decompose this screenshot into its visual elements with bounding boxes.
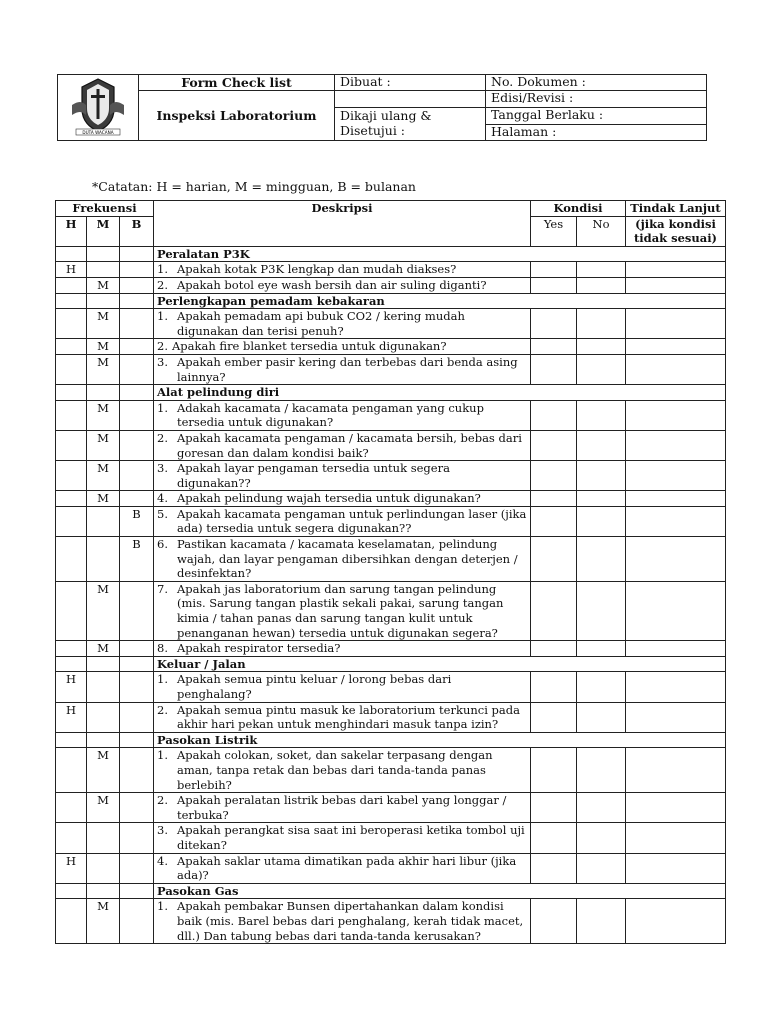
no-checkbox-cell[interactable]: [577, 277, 626, 293]
item-text: Apakah peralatan listrik bebas dari kabel yang longgar / terbuka?: [177, 793, 507, 822]
section-title: Peralatan P3K: [154, 246, 726, 262]
table-row: [56, 853, 726, 883]
freq-h-cell: H: [56, 262, 87, 278]
item-number: 1.: [157, 672, 168, 687]
description-cell: [154, 793, 531, 823]
freq-m-cell: M: [87, 309, 120, 339]
freq-h-cell: [56, 581, 87, 640]
no-checkbox-cell[interactable]: [577, 672, 626, 702]
freq-h-cell: [56, 385, 87, 401]
item-text: Apakah saklar utama dimatikan pada akhir hari libur (jika ada)?: [177, 853, 517, 883]
checklist-table: [55, 200, 726, 944]
freq-m-cell: [87, 506, 120, 536]
form-subtitle: Inspeksi Laboratorium: [139, 91, 335, 141]
tindak-lanjut-cell[interactable]: [626, 702, 726, 732]
item-text: Apakah kacamata pengaman untuk perlindungan laser (jika ada) tersedia untuk segera digunakan??: [177, 506, 527, 536]
no-checkbox-cell[interactable]: [577, 823, 626, 853]
no-checkbox-cell[interactable]: [577, 354, 626, 384]
item-text: Apakah kacamata pengaman / kacamata bersih, bebas dari goresan dan dalam kondisi baik?: [177, 430, 522, 460]
no-checkbox-cell[interactable]: [577, 853, 626, 883]
checklist-item: [157, 793, 527, 822]
yes-checkbox-cell[interactable]: [531, 641, 577, 657]
freq-b-cell: B: [120, 506, 154, 536]
tindak-sub-header: (jika kondisi tidak sesuai): [626, 216, 726, 246]
checklist-item: [157, 582, 527, 640]
yes-checkbox-cell[interactable]: [531, 506, 577, 536]
item-text: Apakah semua pintu masuk ke laboratorium terkunci pada akhir hari pekan untuk menghindari masuk tanpa izin?: [177, 702, 520, 732]
yes-header: Yes: [531, 216, 577, 246]
table-row: [56, 641, 726, 657]
freq-m-cell: M: [87, 461, 120, 491]
freq-h-cell: H: [56, 672, 87, 702]
no-checkbox-cell[interactable]: [577, 262, 626, 278]
checklist-item: [157, 309, 527, 338]
tindak-lanjut-cell[interactable]: [626, 491, 726, 507]
freq-h-cell: [56, 899, 87, 944]
item-number: 1.: [157, 400, 168, 415]
description-cell: [154, 262, 531, 278]
no-checkbox-cell[interactable]: [577, 461, 626, 491]
item-text: Apakah jas laboratorium dan sarung tangan pelindung (mis. Sarung tangan plastik sekali pakai, sarung tangan kimia / tahan panas dan sarung tangan kulit untuk penanganan hewan) tersedia untuk digunakan segera?: [177, 581, 504, 640]
no-checkbox-cell[interactable]: [577, 339, 626, 355]
logo-cell: [58, 75, 139, 141]
item-number: 8.: [157, 641, 168, 656]
freq-h-cell: [56, 354, 87, 384]
checklist-item: [157, 537, 527, 581]
checklist-item: [157, 278, 527, 293]
freq-b-cell: [120, 309, 154, 339]
no-checkbox-cell[interactable]: [577, 309, 626, 339]
freq-h-cell: [56, 641, 87, 657]
checklist-item: [157, 431, 527, 460]
item-number: 6.: [157, 537, 168, 552]
yes-checkbox-cell[interactable]: [531, 262, 577, 278]
item-number: 1.: [157, 748, 168, 763]
freq-m-cell: [87, 293, 120, 309]
tindak-header: Tindak Lanjut: [626, 201, 726, 217]
freq-m-cell: M: [87, 430, 120, 460]
freq-h-cell: [56, 430, 87, 460]
legend-note: *Catatan: H = harian, M = mingguan, B = bulanan: [92, 179, 416, 194]
freq-m-cell: [87, 537, 120, 582]
table-row: [56, 430, 726, 460]
description-cell: [154, 309, 531, 339]
no-checkbox-cell[interactable]: [577, 537, 626, 582]
freq-b-cell: [120, 853, 154, 883]
checklist-item: [157, 672, 527, 701]
item-text: Apakah ember pasir kering dan terbebas dari benda asing lainnya?: [177, 354, 518, 384]
description-cell: [154, 339, 531, 355]
item-number: 2.: [157, 793, 168, 808]
yes-checkbox-cell[interactable]: [531, 899, 577, 944]
item-number: 2.: [157, 702, 168, 717]
frekuensi-header: Frekuensi: [56, 201, 154, 217]
freq-b-cell: [120, 400, 154, 430]
freq-b-cell: [120, 793, 154, 823]
freq-m-cell: M: [87, 400, 120, 430]
yes-checkbox-cell[interactable]: [531, 702, 577, 732]
tindak-lanjut-cell[interactable]: [626, 354, 726, 384]
freq-h-cell: [56, 309, 87, 339]
item-number: 1.: [157, 262, 168, 277]
freq-m-cell: [87, 732, 120, 748]
dibuat-value: [335, 91, 486, 108]
no-checkbox-cell[interactable]: [577, 581, 626, 640]
yes-checkbox-cell[interactable]: [531, 430, 577, 460]
tindak-lanjut-cell[interactable]: [626, 277, 726, 293]
no-checkbox-cell[interactable]: [577, 506, 626, 536]
halaman-field: Halaman :: [486, 125, 707, 141]
checklist-item: [157, 854, 527, 883]
tindak-lanjut-cell[interactable]: [626, 537, 726, 582]
checklist-item: [157, 355, 527, 384]
no-checkbox-cell[interactable]: [577, 430, 626, 460]
item-text: Apakah respirator tersedia?: [177, 641, 341, 656]
tindak-lanjut-cell[interactable]: [626, 899, 726, 944]
freq-b-cell: [120, 262, 154, 278]
freq-h-cell: [56, 461, 87, 491]
section-title: Alat pelindung diri: [154, 385, 726, 401]
tindak-lanjut-cell[interactable]: [626, 853, 726, 883]
description-cell: [154, 581, 531, 640]
table-row: [56, 537, 726, 582]
freq-h-cell: [56, 246, 87, 262]
description-cell: [154, 672, 531, 702]
item-text: Apakah pembakar Bunsen dipertahankan dalam kondisi baik (mis. Barel bebas dari penghalang, kerah tidak macet, dll.) Dan tabung bebas dari tanda-tanda kerusakan?: [177, 899, 524, 943]
item-text: Apakah botol eye wash bersih dan air suling diganti?: [177, 277, 487, 292]
freq-b-cell: [120, 702, 154, 732]
table-row: [56, 672, 726, 702]
tindak-lanjut-cell[interactable]: [626, 400, 726, 430]
description-cell: [154, 748, 531, 793]
item-number: 7.: [157, 581, 168, 596]
freq-m-cell: [87, 656, 120, 672]
tindak-lanjut-cell[interactable]: [626, 430, 726, 460]
freq-m-cell: [87, 262, 120, 278]
section-row: [56, 883, 726, 899]
yes-checkbox-cell[interactable]: [531, 793, 577, 823]
item-text: Apakah perangkat sisa saat ini beroperasi ketika tombol uji ditekan?: [177, 823, 525, 852]
tindak-lanjut-cell[interactable]: [626, 641, 726, 657]
section-title: Pasokan Listrik: [154, 732, 726, 748]
checklist-body: [56, 246, 726, 943]
item-number: 2.: [157, 339, 168, 354]
freq-h-cell: H: [56, 702, 87, 732]
tindak-lanjut-cell[interactable]: [626, 793, 726, 823]
section-row: [56, 732, 726, 748]
table-row: [56, 309, 726, 339]
yes-checkbox-cell[interactable]: [531, 461, 577, 491]
freq-b-cell: [120, 277, 154, 293]
freq-m-cell: [87, 672, 120, 702]
description-cell: [154, 537, 531, 582]
item-number: 4.: [157, 853, 168, 868]
tindak-lanjut-cell[interactable]: [626, 339, 726, 355]
table-row: [56, 899, 726, 944]
section-title: Pasokan Gas: [154, 883, 726, 899]
deskripsi-header: Deskripsi: [154, 201, 531, 247]
freq-m-cell: M: [87, 641, 120, 657]
checklist-item: [157, 262, 527, 277]
freq-h-cell: H: [56, 853, 87, 883]
item-number: 1.: [157, 899, 168, 914]
freq-h-cell: [56, 656, 87, 672]
freq-h-cell: [56, 823, 87, 853]
table-row: [56, 748, 726, 793]
item-text: Apakah fire blanket tersedia untuk digunakan?: [171, 339, 447, 354]
freq-b-cell: [120, 491, 154, 507]
description-cell: [154, 491, 531, 507]
item-text: Apakah colokan, soket, dan sakelar terpasang dengan aman, tanpa retak dan bebas dari tanda-tanda panas berlebih?: [177, 748, 493, 792]
kondisi-header: Kondisi: [531, 201, 626, 217]
freq-b-cell: [120, 246, 154, 262]
freq-b-cell: [120, 656, 154, 672]
section-title: Keluar / Jalan: [154, 656, 726, 672]
section-title: Perlengkapan pemadam kebakaran: [154, 293, 726, 309]
freq-b-cell: [120, 823, 154, 853]
description-cell: [154, 899, 531, 944]
description-cell: [154, 400, 531, 430]
checklist-item: [157, 461, 527, 490]
checklist-item: [157, 641, 527, 656]
no-checkbox-cell[interactable]: [577, 748, 626, 793]
freq-h-cell: [56, 793, 87, 823]
freq-h-cell: [56, 732, 87, 748]
description-cell: [154, 461, 531, 491]
item-text: Apakah pemadam api bubuk CO2 / kering mudah digunakan dan terisi penuh?: [177, 309, 465, 338]
freq-h-cell: [56, 339, 87, 355]
university-logo-icon: [68, 75, 128, 137]
h-header: H: [56, 216, 87, 246]
no-checkbox-cell[interactable]: [577, 400, 626, 430]
description-cell: [154, 823, 531, 853]
freq-h-cell: [56, 537, 87, 582]
form-title: Form Check list: [139, 75, 335, 91]
tindak-lanjut-cell[interactable]: [626, 309, 726, 339]
logo-text: DUTA WACANA: [82, 130, 114, 135]
freq-b-cell: B: [120, 537, 154, 582]
freq-m-cell: [87, 385, 120, 401]
item-text: Pastikan kacamata / kacamata keselamatan, pelindung wajah, dan layar pengaman dibersihkan dengan deterjen / desinfektan?: [177, 537, 518, 581]
freq-h-cell: [56, 883, 87, 899]
document-header: [57, 74, 707, 141]
table-row: [56, 581, 726, 640]
yes-checkbox-cell[interactable]: [531, 672, 577, 702]
freq-m-cell: [87, 823, 120, 853]
freq-m-cell: M: [87, 491, 120, 507]
freq-m-cell: [87, 246, 120, 262]
item-number: 2.: [157, 277, 168, 292]
description-cell: [154, 430, 531, 460]
freq-h-cell: [56, 277, 87, 293]
checklist-item: [157, 899, 527, 943]
freq-b-cell: [120, 672, 154, 702]
table-row: [56, 354, 726, 384]
yes-checkbox-cell[interactable]: [531, 823, 577, 853]
yes-checkbox-cell[interactable]: [531, 354, 577, 384]
freq-m-cell: [87, 702, 120, 732]
no-checkbox-cell[interactable]: [577, 899, 626, 944]
table-row: [56, 823, 726, 853]
no-checkbox-cell[interactable]: [577, 641, 626, 657]
yes-checkbox-cell[interactable]: [531, 537, 577, 582]
table-row: [56, 400, 726, 430]
yes-checkbox-cell[interactable]: [531, 277, 577, 293]
table-row: [56, 461, 726, 491]
dikaji-label: Dikaji ulang & Disetujui :: [335, 108, 486, 141]
table-row: [56, 793, 726, 823]
freq-b-cell: [120, 385, 154, 401]
checklist-item: [157, 703, 527, 732]
freq-h-cell: [56, 506, 87, 536]
description-cell: [154, 506, 531, 536]
section-row: [56, 385, 726, 401]
freq-m-cell: [87, 853, 120, 883]
freq-b-cell: [120, 293, 154, 309]
b-header: B: [120, 216, 154, 246]
freq-m-cell: M: [87, 581, 120, 640]
section-row: [56, 293, 726, 309]
item-text: Apakah pelindung wajah tersedia untuk digunakan?: [177, 491, 481, 506]
freq-b-cell: [120, 581, 154, 640]
no-dokumen-field: No. Dokumen :: [486, 75, 707, 91]
description-cell: [154, 702, 531, 732]
freq-b-cell: [120, 339, 154, 355]
item-text: Apakah layar pengaman tersedia untuk segera digunakan??: [177, 461, 450, 490]
tanggal-field: Tanggal Berlaku :: [486, 108, 707, 125]
freq-b-cell: [120, 732, 154, 748]
checklist-item: [157, 507, 527, 536]
edisi-field: Edisi/Revisi :: [486, 91, 707, 108]
no-checkbox-cell[interactable]: [577, 793, 626, 823]
freq-b-cell: [120, 430, 154, 460]
no-checkbox-cell[interactable]: [577, 491, 626, 507]
tindak-lanjut-cell[interactable]: [626, 823, 726, 853]
item-number: 5.: [157, 506, 168, 521]
description-cell: [154, 853, 531, 883]
table-row: [56, 506, 726, 536]
table-row: [56, 277, 726, 293]
freq-m-cell: M: [87, 899, 120, 944]
description-cell: [154, 641, 531, 657]
table-row: [56, 339, 726, 355]
m-header: M: [87, 216, 120, 246]
freq-b-cell: [120, 354, 154, 384]
no-checkbox-cell[interactable]: [577, 702, 626, 732]
tindak-lanjut-cell[interactable]: [626, 506, 726, 536]
freq-m-cell: M: [87, 354, 120, 384]
yes-checkbox-cell[interactable]: [531, 309, 577, 339]
table-row: [56, 491, 726, 507]
no-header: No: [577, 216, 626, 246]
checklist-item: [157, 491, 527, 506]
table-row: [56, 702, 726, 732]
freq-b-cell: [120, 461, 154, 491]
item-text: Apakah semua pintu keluar / lorong bebas dari penghalang?: [177, 672, 452, 701]
freq-b-cell: [120, 883, 154, 899]
freq-h-cell: [56, 748, 87, 793]
tindak-lanjut-cell[interactable]: [626, 581, 726, 640]
checklist-item: [157, 401, 527, 430]
freq-m-cell: [87, 883, 120, 899]
yes-checkbox-cell[interactable]: [531, 853, 577, 883]
freq-b-cell: [120, 641, 154, 657]
checklist-item: [157, 748, 527, 792]
freq-m-cell: M: [87, 748, 120, 793]
freq-h-cell: [56, 293, 87, 309]
freq-b-cell: [120, 899, 154, 944]
freq-b-cell: [120, 748, 154, 793]
freq-m-cell: M: [87, 793, 120, 823]
item-number: 2.: [157, 430, 168, 445]
checklist-item: [157, 339, 527, 354]
item-text: Adakah kacamata / kacamata pengaman yang cukup tersedia untuk digunakan?: [177, 400, 484, 430]
freq-m-cell: M: [87, 277, 120, 293]
item-text: Apakah kotak P3K lengkap dan mudah diakses?: [177, 262, 457, 277]
description-cell: [154, 354, 531, 384]
freq-h-cell: [56, 400, 87, 430]
description-cell: [154, 277, 531, 293]
yes-checkbox-cell[interactable]: [531, 400, 577, 430]
tindak-lanjut-cell[interactable]: [626, 262, 726, 278]
item-number: 3.: [157, 461, 168, 476]
section-row: [56, 656, 726, 672]
table-row: [56, 262, 726, 278]
yes-checkbox-cell[interactable]: [531, 748, 577, 793]
item-number: 1.: [157, 309, 168, 324]
item-number: 3.: [157, 354, 168, 369]
freq-m-cell: M: [87, 339, 120, 355]
tindak-lanjut-cell[interactable]: [626, 461, 726, 491]
yes-checkbox-cell[interactable]: [531, 491, 577, 507]
tindak-lanjut-cell[interactable]: [626, 748, 726, 793]
tindak-lanjut-cell[interactable]: [626, 672, 726, 702]
yes-checkbox-cell[interactable]: [531, 581, 577, 640]
yes-checkbox-cell[interactable]: [531, 339, 577, 355]
checklist-item: [157, 823, 527, 852]
freq-h-cell: [56, 491, 87, 507]
dibuat-label: Dibuat :: [335, 75, 486, 91]
section-row: [56, 246, 726, 262]
item-number: 3.: [157, 823, 168, 838]
item-number: 4.: [157, 491, 168, 506]
